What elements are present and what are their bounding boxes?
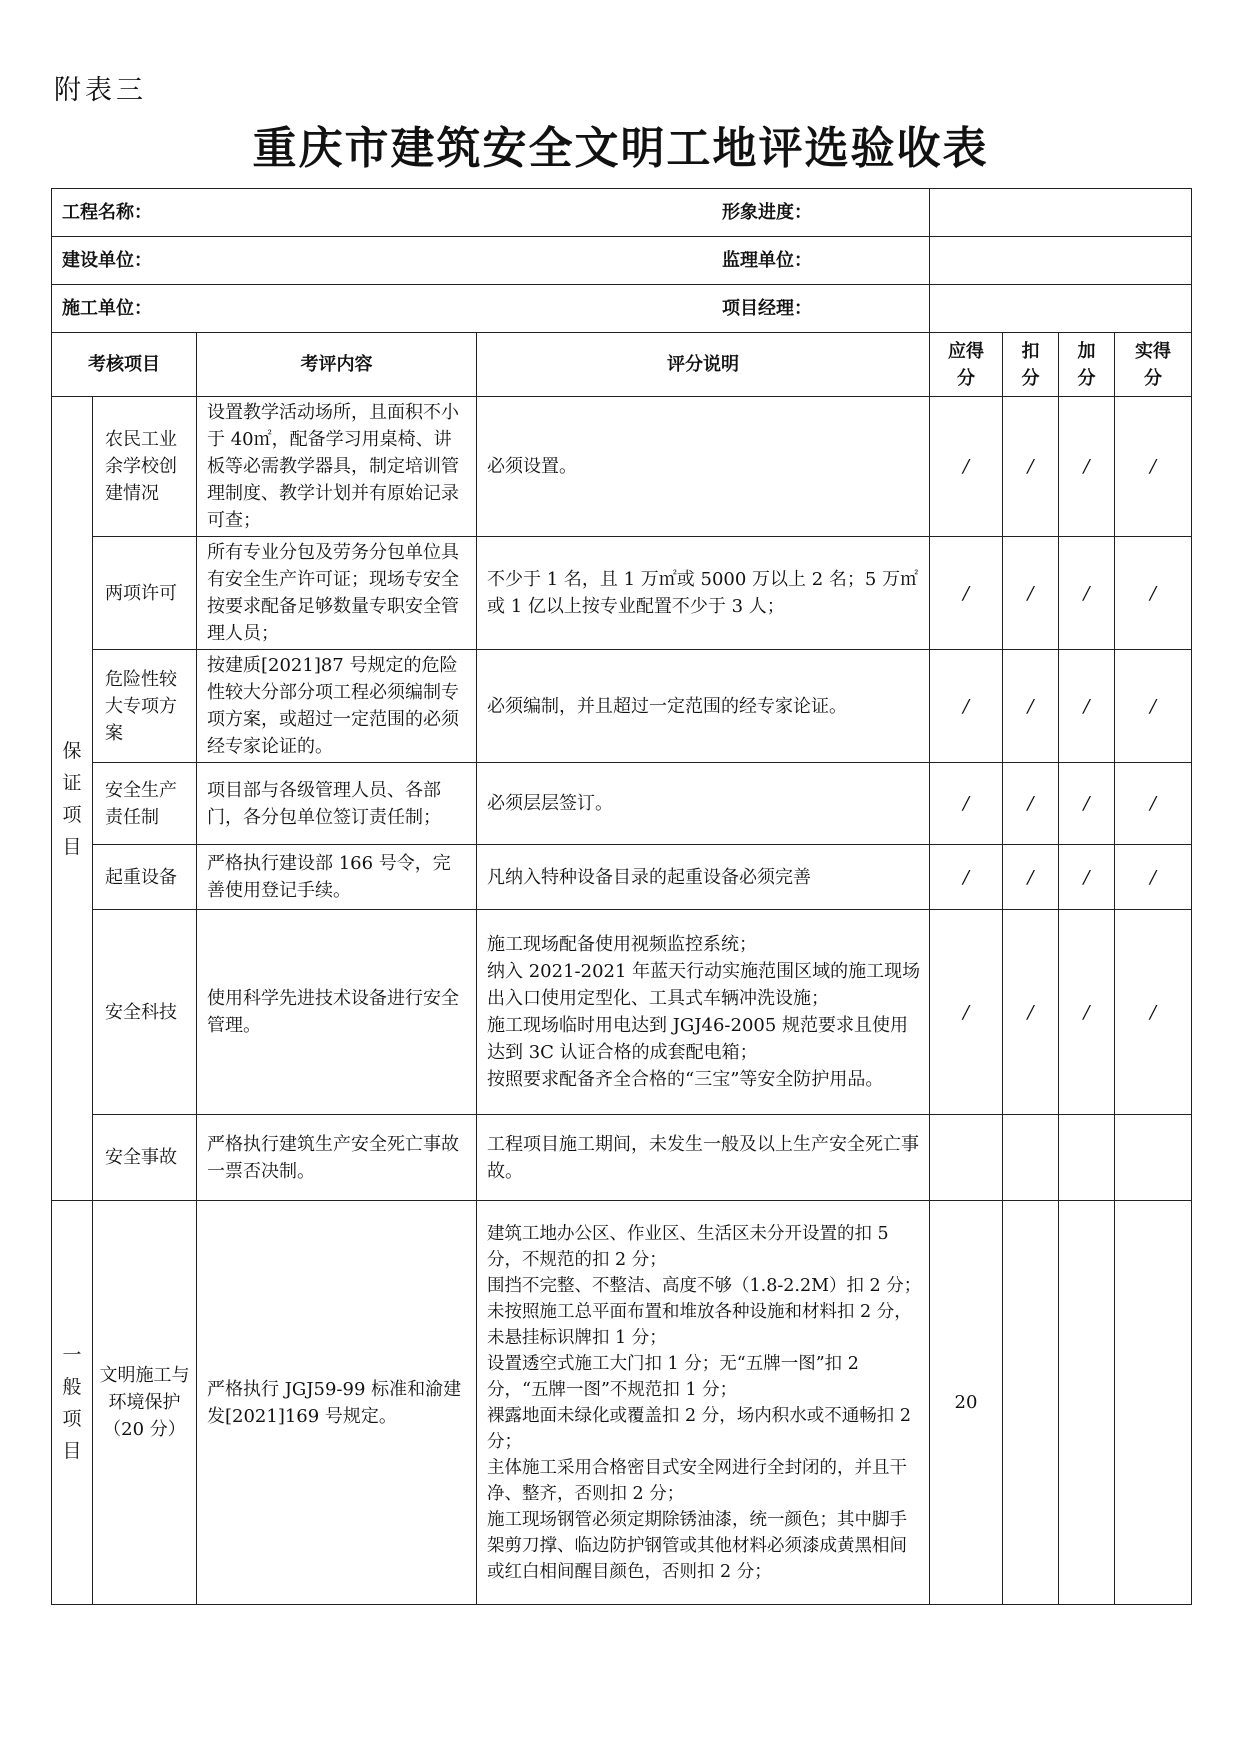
table-row — [52, 650, 1192, 763]
item-content: 项目部与各级管理人员、各部门，各分包单位签订责任制； — [197, 763, 477, 845]
actual-score: / — [1115, 845, 1192, 910]
add-score — [1059, 1201, 1115, 1605]
actual-score: / — [1115, 910, 1192, 1115]
progress-label — [722, 189, 1192, 237]
add-score: / — [1059, 910, 1115, 1115]
due-score: / — [930, 910, 1003, 1115]
table-row — [52, 845, 1192, 910]
item-desc: 不少于 1 名，且 1 万㎡或 5000 万以上 2 名；5 万㎡或 1 亿以上按专业配置不少于 3 人； — [477, 537, 930, 650]
item-content: 所有专业分包及劳务分包单位具有安全生产许可证；现场专安全按要求配备足够数量专职安全管理人员； — [197, 537, 477, 650]
item-desc: 必须设置。 — [477, 397, 930, 537]
col-add-header: 加 分 — [1059, 333, 1115, 397]
manager-text: 项目经理： — [722, 298, 812, 319]
item-name: 起重设备 — [93, 845, 197, 910]
due-score: / — [930, 537, 1003, 650]
item-desc: 必须层层签订。 — [477, 763, 930, 845]
col-item-header: 考核项目 — [52, 333, 197, 397]
deduct-score: / — [1003, 397, 1059, 537]
add-score: / — [1059, 845, 1115, 910]
add-score: / — [1059, 763, 1115, 845]
builder-label: 建设单位： — [52, 237, 930, 285]
item-name: 文明施工与环境保护 （20 分） — [93, 1201, 197, 1605]
due-score: / — [930, 763, 1003, 845]
due-score: / — [930, 397, 1003, 537]
manager-label — [722, 285, 1192, 333]
item-desc: 施工现场配备使用视频监控系统； 纳入 2021-2021 年蓝天行动实施范围区域的施工现场出入口使用定型化、工具式车辆冲洗设施； 施工现场临时用电达到 JGJ46-2005 规范要求且使用达到 3C 认证合格的成套配电箱； 按照要求配备齐全合格的“三宝”等安全防护用品。 — [477, 910, 930, 1115]
item-name: 两项许可 — [93, 537, 197, 650]
item-name: 危险性较大专项方案 — [93, 650, 197, 763]
item-content: 严格执行建筑生产安全死亡事故一票否决制。 — [197, 1115, 477, 1201]
deduct-score: / — [1003, 763, 1059, 845]
table-row — [52, 763, 1192, 845]
col-content-header: 考评内容 — [197, 333, 477, 397]
table-row — [52, 397, 1192, 537]
actual-score — [1115, 1115, 1192, 1201]
actual-score: / — [1115, 537, 1192, 650]
table-row — [52, 1201, 1192, 1605]
item-desc: 工程项目施工期间，未发生一般及以上生产安全死亡事故。 — [477, 1115, 930, 1201]
supervisor-text: 监理单位： — [722, 250, 812, 271]
col-due-header: 应得 分 — [930, 333, 1003, 397]
deduct-score — [1003, 1115, 1059, 1201]
table-row — [52, 1115, 1192, 1201]
contractor-label: 施工单位： — [52, 285, 930, 333]
project-name-label: 工程名称： — [52, 189, 930, 237]
supervisor-label — [722, 237, 1192, 285]
due-score: 20 — [930, 1201, 1003, 1605]
add-score: / — [1059, 397, 1115, 537]
item-name: 安全科技 — [93, 910, 197, 1115]
item-desc: 凡纳入特种设备目录的起重设备必须完善 — [477, 845, 930, 910]
actual-score: / — [1115, 763, 1192, 845]
deduct-score: / — [1003, 845, 1059, 910]
deduct-score: / — [1003, 910, 1059, 1115]
item-name: 安全生产责任制 — [93, 763, 197, 845]
evaluation-table — [51, 188, 1192, 1605]
table-row — [52, 537, 1192, 650]
actual-score: / — [1115, 650, 1192, 763]
item-content: 严格执行建设部 166 号令，完善使用登记手续。 — [197, 845, 477, 910]
item-desc: 建筑工地办公区、作业区、生活区未分开设置的扣 5 分，不规范的扣 2 分； 围挡不完整、不整洁、高度不够（1.8-2.2M）扣 2 分； 未按照施工总平面布置和堆放各种设施和材料扣 2 分，未悬挂标识牌扣 1 分； 设置透空式施工大门扣 1 分；无“五牌一图”扣 2 分，“五牌一图”不规范扣 1 分； 裸露地面未绿化或覆盖扣 2 分，场内积水或不通畅扣 2 分； 主体施工采用合格密目式安全网进行全封闭的，并且干净、整齐，否则扣 2 分； 施工现场钢管必须定期除锈油漆，统一颜色；其中脚手架剪刀撑、临边防护钢管或其他材料必须漆成黄黑相间或红白相间醒目颜色，否则扣 2 分； — [477, 1201, 930, 1605]
general-category: 一 般 项 目 — [52, 1201, 93, 1605]
table-row — [52, 910, 1192, 1115]
progress-text: 形象进度： — [722, 202, 812, 223]
info-row-2 — [52, 237, 1192, 285]
column-header-row — [52, 333, 1192, 397]
guarantee-category: 保 证 项 目 — [52, 397, 93, 1201]
deduct-score: / — [1003, 537, 1059, 650]
item-content: 设置教学活动场所，且面积不小于 40㎡，配备学习用桌椅、讲板等必需教学器具，制定培训管理制度、教学计划并有原始记录可查； — [197, 397, 477, 537]
col-actual-header: 实得 分 — [1115, 333, 1192, 397]
add-score — [1059, 1115, 1115, 1201]
item-desc: 必须编制，并且超过一定范围的经专家论证。 — [477, 650, 930, 763]
deduct-score — [1003, 1201, 1059, 1605]
col-deduct-header: 扣 分 — [1003, 333, 1059, 397]
due-score: / — [930, 650, 1003, 763]
item-content: 使用科学先进技术设备进行安全管理。 — [197, 910, 477, 1115]
add-score: / — [1059, 650, 1115, 763]
actual-score — [1115, 1201, 1192, 1605]
item-name: 农民工业余学校创建情况 — [93, 397, 197, 537]
actual-score: / — [1115, 397, 1192, 537]
deduct-score: / — [1003, 650, 1059, 763]
due-score — [930, 1115, 1003, 1201]
item-content: 按建质[2021]87 号规定的危险性较大分部分项工程必须编制专项方案，或超过一定范围的必须经专家论证的。 — [197, 650, 477, 763]
info-row-1 — [52, 189, 1192, 237]
add-score: / — [1059, 537, 1115, 650]
page-title: 重庆市建筑安全文明工地评选验收表 — [252, 123, 989, 174]
annex-label: 附表三 — [54, 75, 147, 106]
item-content: 严格执行 JGJ59-99 标准和渝建发[2021]169 号规定。 — [197, 1201, 477, 1605]
col-desc-header: 评分说明 — [477, 333, 930, 397]
item-name: 安全事故 — [93, 1115, 197, 1201]
info-row-3 — [52, 285, 1192, 333]
due-score: / — [930, 845, 1003, 910]
